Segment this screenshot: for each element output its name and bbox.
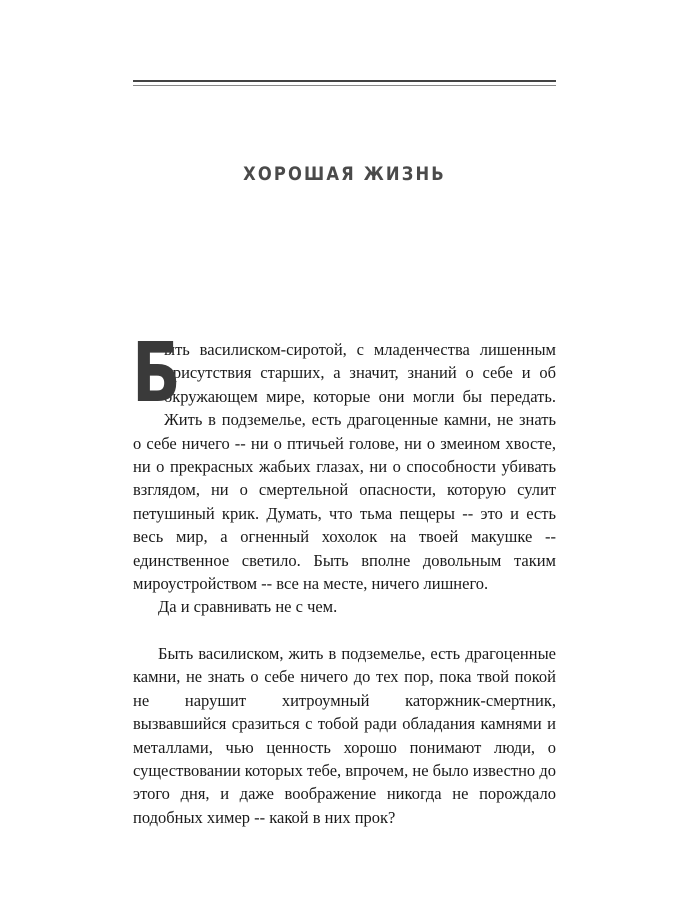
- body-text: [132, 326, 556, 829]
- section-break: [133, 619, 556, 642]
- header-rule: [133, 80, 556, 86]
- paragraph-1: [132, 326, 556, 595]
- chapter-title: ХОРОШАЯ ЖИЗНЬ: [243, 163, 446, 185]
- paragraph-2: Да и сравнивать не с чем.: [158, 597, 338, 617]
- paragraph-3: Быть василиском, жить в подземелье, есть драгоценные камни, не знать о себе ничего до тех пор, пока твой покой не нарушит хитроумный каторжник-смертник, вызвавшийся сразиться с тобой ради обладания камнями и металлами, чью ценность хорошо понимают люди, о существовании которых тебе, впрочем, не было известно до этого дня, и даже воображение никогда не порождало подобных химер -- какой в них прок?: [133, 643, 556, 827]
- header-rule-thin: [133, 85, 556, 86]
- paragraph-1-text: ыть василиском-сиротой, с младенчества лишенным присутствия старших, а значит, знаний о себе и об окружающем мире, которые они могли бы передать. Жить в подземелье, есть драгоценные камни, не знать о себе ничего -- ни о птичьей голове, ни о змеином хвосте, ни о прекрасных жабьих глазах, ни о способности убивать взглядом, ни о смертельной опасности, которую сулит петушиный крик. Думать, что тьма пещеры -- это и есть весь мир, а огненный хохолок на твоей макушке -- единственное светило. Быть вполне довольным таким мироустройством -- все на месте, ничего лишнего.: [133, 340, 556, 594]
- drop-cap: Б: [132, 326, 181, 421]
